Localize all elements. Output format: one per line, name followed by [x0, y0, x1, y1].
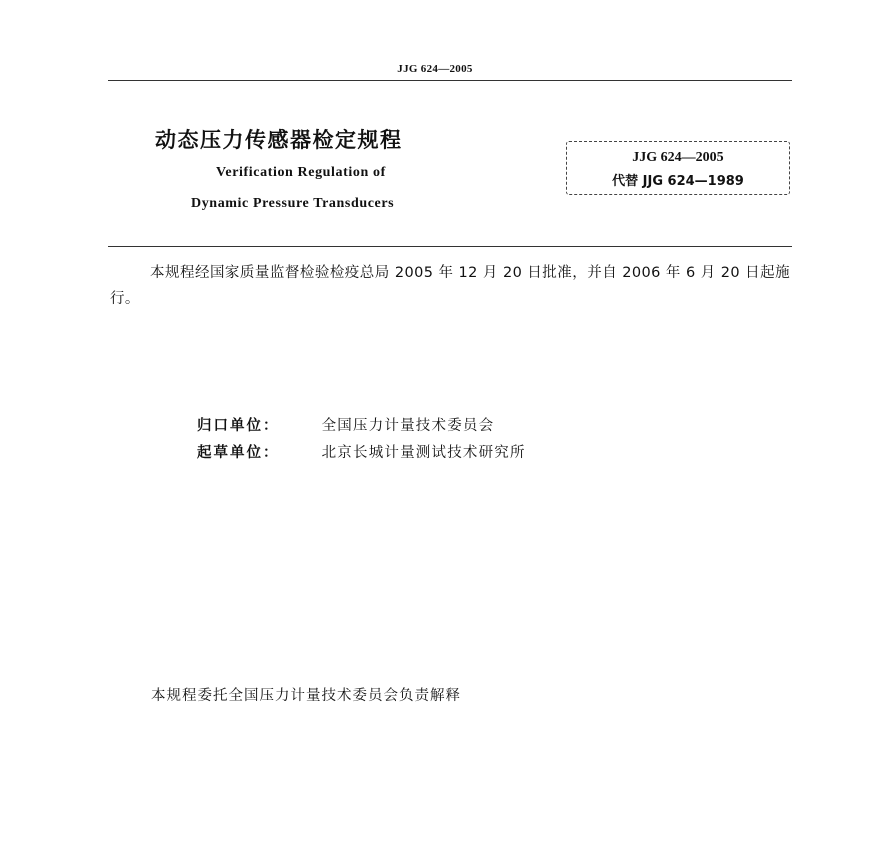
current-code: JJG 624—2005: [632, 150, 724, 165]
drafting-unit-row: [197, 441, 526, 462]
title-chinese: 动态压力传感器检定规程: [155, 128, 403, 152]
drafting-unit-label: 起草单位：: [197, 445, 280, 461]
running-header: JJG 624—2005: [397, 63, 473, 75]
approval-paragraph: 本规程经国家质量监督检验检疫总局 2005 年 12 月 20 日批准，并自 2006 年 6 月 20 日起施行。: [110, 265, 790, 307]
responsible-unit-label: 归口单位：: [197, 418, 280, 434]
responsible-unit-row: [197, 414, 494, 435]
title-english-line1: Verification Regulation of: [216, 165, 386, 180]
title-english-line2: Dynamic Pressure Transducers: [191, 196, 395, 211]
header-rule: [108, 80, 792, 81]
standard-code-box: [566, 141, 790, 195]
drafting-unit-value: 北京长城计量测试技术研究所: [321, 445, 526, 461]
replaces-code: 代替 JJG 624—1989: [612, 174, 744, 189]
responsible-unit-value: 全国压力计量技术委员会: [321, 418, 495, 434]
section-rule: [108, 246, 792, 247]
interpretation-note: 本规程委托全国压力计量技术委员会负责解释: [151, 688, 461, 704]
